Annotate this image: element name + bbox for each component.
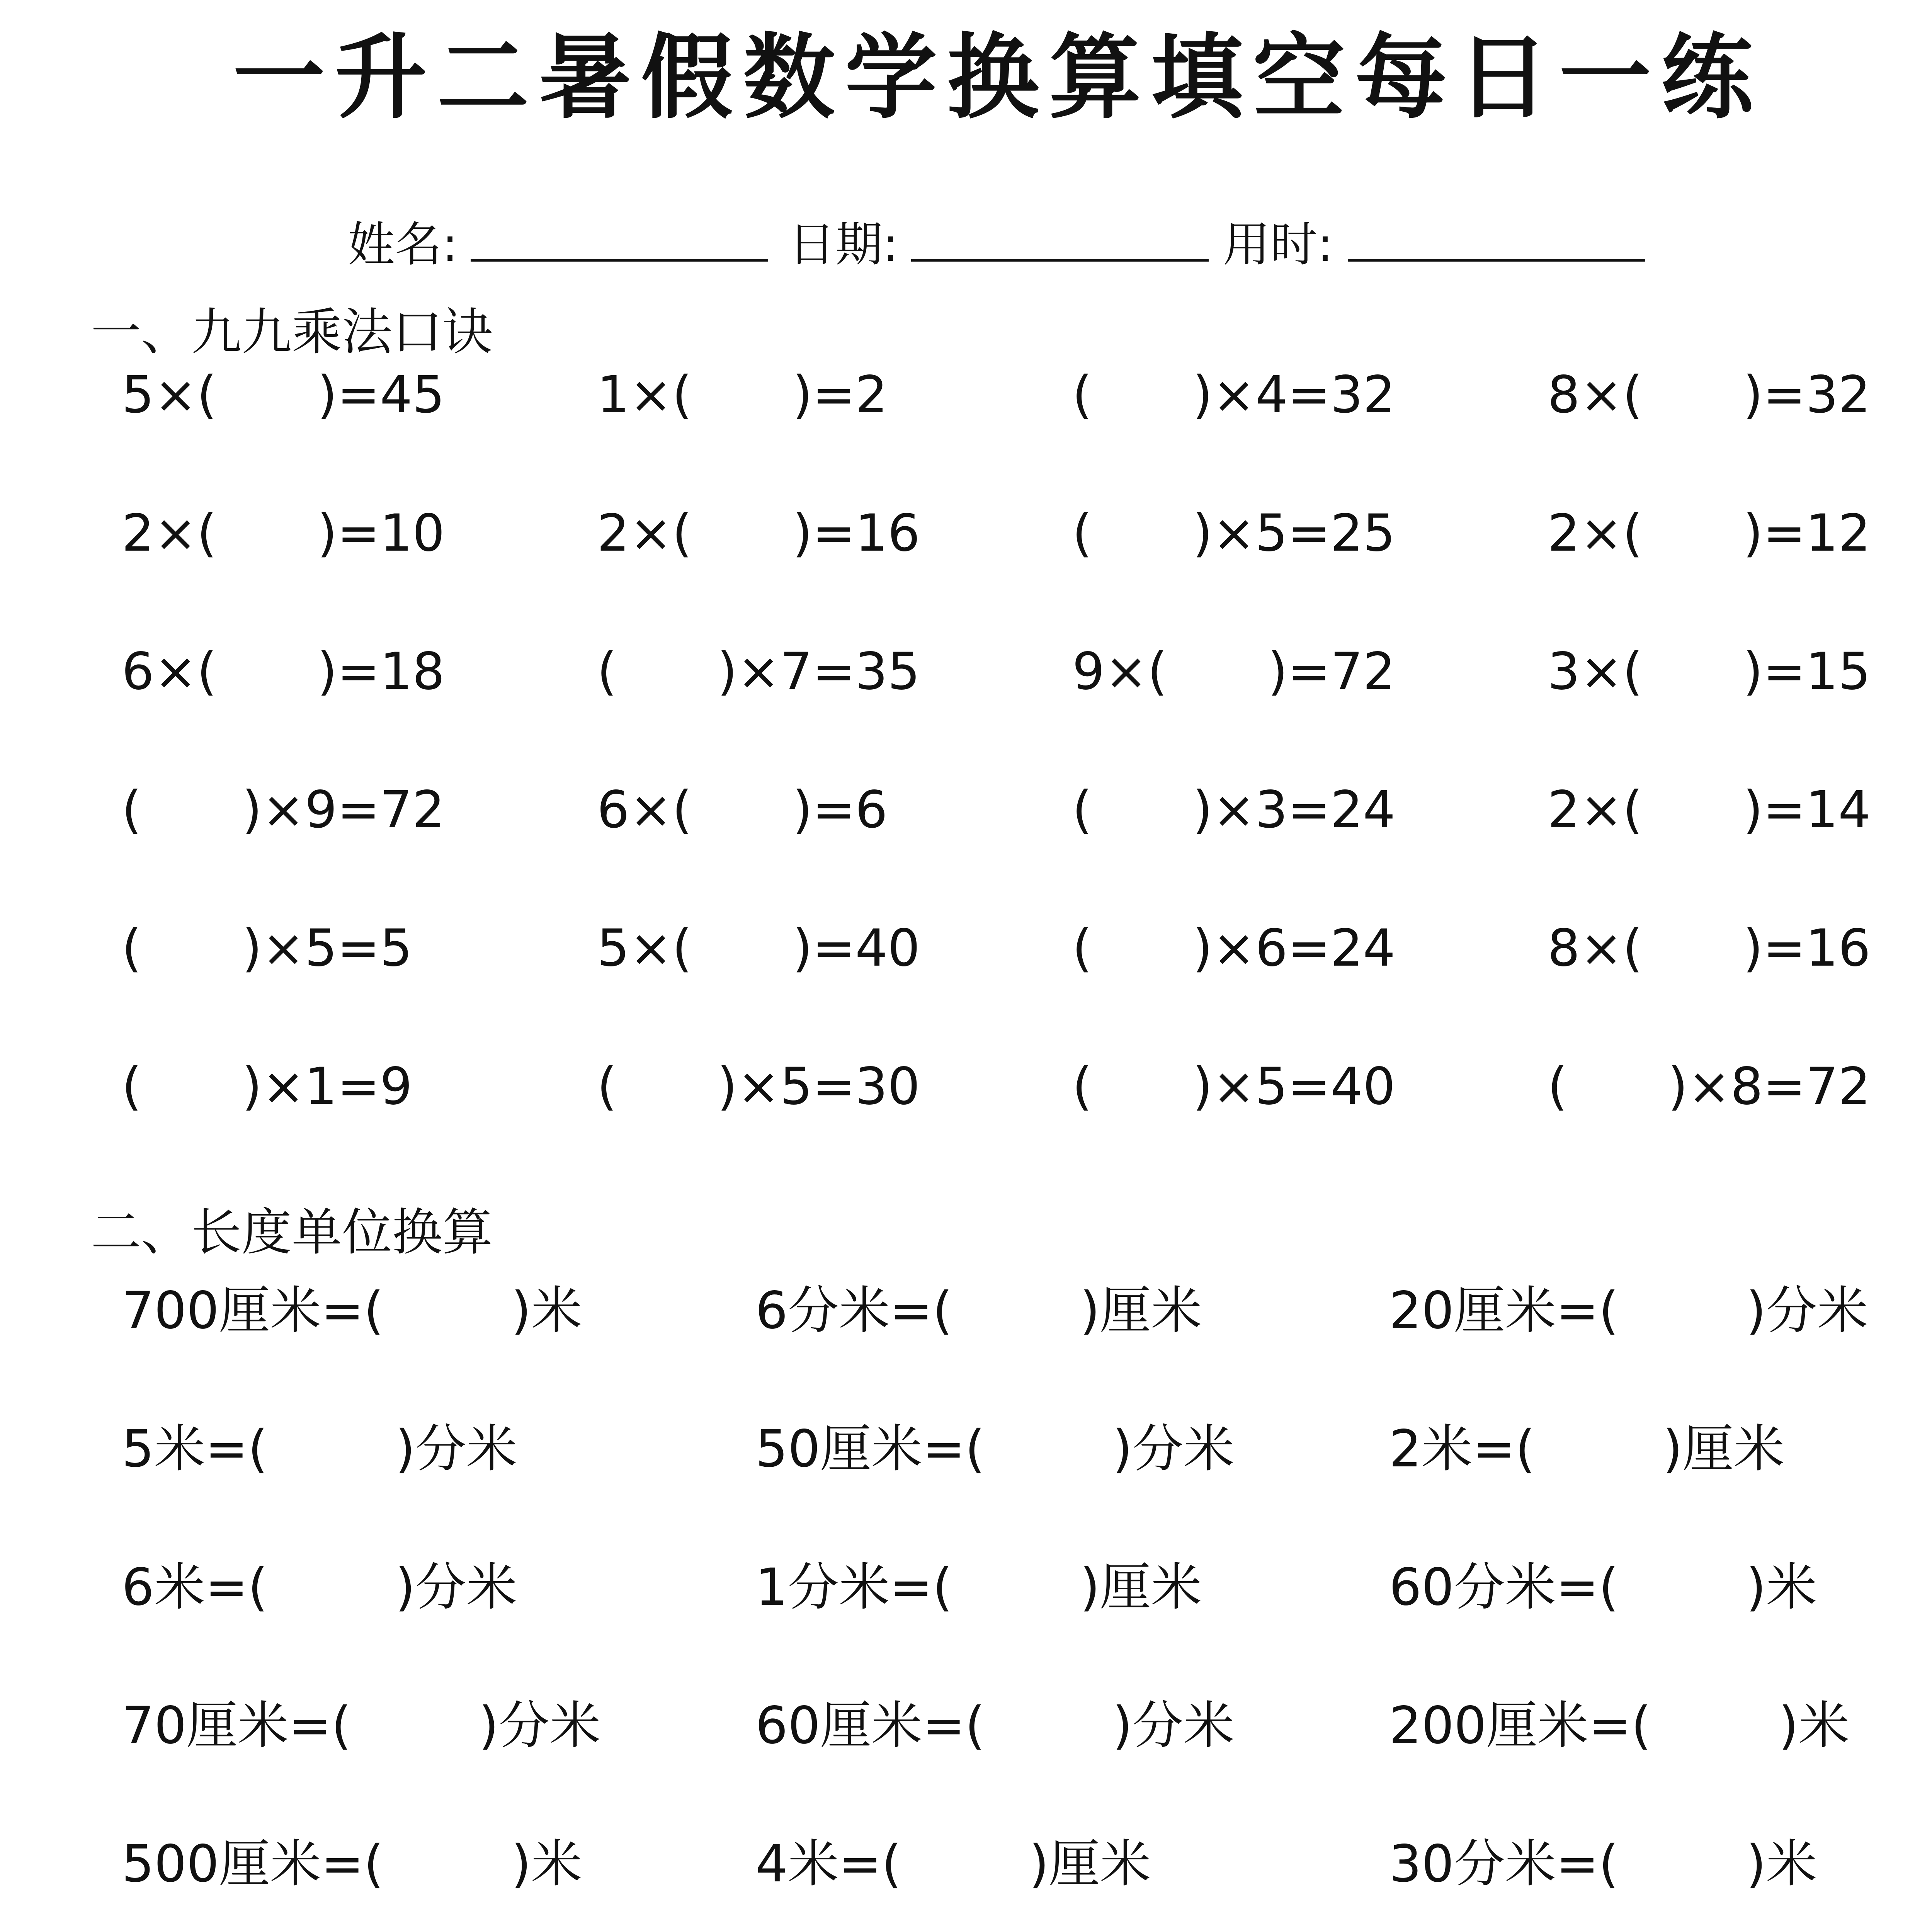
problem-text: )=16 — [793, 503, 920, 563]
problem-item — [1072, 1057, 1395, 1116]
problem-item — [1072, 503, 1395, 563]
problem-text: ( — [1072, 918, 1092, 978]
problem-item — [755, 1823, 1151, 1896]
problem-text: ( — [597, 1057, 617, 1116]
problem-text: )×5=30 — [717, 1057, 920, 1116]
problem-item — [122, 1823, 582, 1896]
problem-text: )=45 — [317, 365, 445, 425]
problem-item — [122, 365, 445, 425]
problem-text: )分米 — [395, 1419, 517, 1479]
problem-text: 200厘米=( — [1389, 1696, 1651, 1755]
problem-text: 2×( — [597, 503, 692, 563]
problem-text: )×7=35 — [717, 642, 920, 701]
problem-text: ( — [1072, 365, 1092, 425]
problem-item — [1072, 918, 1395, 978]
page-title: 一升二暑假数学换算填空每日一练 — [233, 24, 1763, 131]
problem-text: 9×( — [1072, 642, 1168, 701]
problem-text: )分米 — [1112, 1419, 1235, 1479]
problem-text: )=32 — [1743, 365, 1871, 425]
date-label: 日期: — [788, 217, 899, 272]
problem-text: 5×( — [122, 365, 217, 425]
problem-item — [1389, 1546, 1817, 1619]
problem-text: )=10 — [317, 503, 445, 563]
name-label: 姓名: — [348, 217, 458, 272]
problem-text: )=12 — [1743, 503, 1871, 563]
problem-item — [597, 918, 920, 978]
problem-text: 5米=( — [122, 1419, 268, 1479]
problem-item — [122, 1684, 601, 1758]
problem-text: )=72 — [1268, 642, 1396, 701]
problem-text: )分米 — [1112, 1696, 1235, 1755]
problem-text: )=2 — [793, 365, 888, 425]
problem-item — [755, 1408, 1235, 1481]
problem-text: )=16 — [1743, 918, 1871, 978]
problem-item — [1548, 780, 1871, 840]
problem-text: )厘米 — [1080, 1558, 1202, 1617]
problem-text: )×4=32 — [1192, 365, 1396, 425]
problem-text: 30分米=( — [1389, 1834, 1619, 1894]
problem-text: )米 — [1746, 1558, 1817, 1617]
problem-item — [1072, 780, 1395, 840]
problem-text: )×5=40 — [1192, 1057, 1396, 1116]
problem-text: 700厘米=( — [122, 1281, 384, 1340]
problem-item — [122, 918, 412, 978]
problem-text: 2×( — [122, 503, 217, 563]
problem-text: )分米 — [479, 1696, 601, 1755]
problem-text: )×9=72 — [242, 780, 445, 840]
problem-text: 3×( — [1548, 642, 1643, 701]
problem-text: 20厘米=( — [1389, 1281, 1619, 1340]
problem-item — [597, 365, 888, 425]
problem-text: )×3=24 — [1192, 780, 1396, 840]
problem-text: ( — [1072, 503, 1092, 563]
problem-item — [597, 503, 920, 563]
problem-text: 2米=( — [1389, 1419, 1536, 1479]
problem-item — [755, 1269, 1202, 1343]
problem-item — [122, 1057, 412, 1116]
problem-text: )米 — [511, 1281, 582, 1340]
problem-text: 60厘米=( — [755, 1696, 985, 1755]
problem-text: 50厘米=( — [755, 1419, 985, 1479]
time-label: 用时: — [1223, 217, 1333, 272]
problem-item — [1548, 642, 1871, 701]
problem-text: 8×( — [1548, 365, 1643, 425]
problem-text: )×6=24 — [1192, 918, 1396, 978]
problem-text: )厘米 — [1663, 1419, 1785, 1479]
section-multiplication-title: 一、九九乘法口诀 — [91, 303, 493, 361]
problem-item — [122, 1546, 517, 1619]
problem-text: )=18 — [317, 642, 445, 701]
problem-text: 60分米=( — [1389, 1558, 1619, 1617]
problem-item — [597, 780, 888, 840]
problem-item — [122, 780, 445, 840]
problem-text: ( — [122, 1057, 142, 1116]
problem-item — [1389, 1269, 1868, 1343]
problem-text: 2×( — [1548, 780, 1643, 840]
problem-text: ( — [1072, 1057, 1092, 1116]
section-length-title: 二、长度单位换算 — [91, 1203, 493, 1262]
problem-item — [122, 1408, 517, 1481]
problem-text: )分米 — [395, 1558, 517, 1617]
problem-item — [597, 1057, 920, 1116]
problem-item — [122, 1269, 582, 1343]
problem-text: )=6 — [793, 780, 888, 840]
problem-item — [1389, 1684, 1850, 1758]
problem-item — [597, 642, 920, 701]
problem-text: ( — [1548, 1057, 1568, 1116]
problem-item — [1389, 1408, 1785, 1481]
problem-text: 4米=( — [755, 1834, 902, 1894]
problem-text: )=15 — [1743, 642, 1871, 701]
date-blank[interactable] — [911, 259, 1209, 262]
problem-text: 70厘米=( — [122, 1696, 352, 1755]
problem-text: 2×( — [1548, 503, 1643, 563]
student-info-row — [0, 201, 1932, 270]
problem-item — [1548, 503, 1871, 563]
problem-text: 1分米=( — [755, 1558, 953, 1617]
problem-item — [1548, 1057, 1871, 1116]
problem-item — [122, 503, 445, 563]
problem-item — [755, 1546, 1202, 1619]
problem-text: 5×( — [597, 918, 692, 978]
problem-item — [1072, 642, 1395, 701]
problem-text: )米 — [1779, 1696, 1850, 1755]
problem-text: 8×( — [1548, 918, 1643, 978]
problem-text: )米 — [511, 1834, 582, 1894]
problem-item — [1548, 918, 1871, 978]
problem-item — [122, 642, 445, 701]
problem-text: )×8=72 — [1668, 1057, 1871, 1116]
problem-text: )厘米 — [1029, 1834, 1151, 1894]
problem-text: 1×( — [597, 365, 692, 425]
name-blank[interactable] — [471, 259, 768, 262]
problem-text: 500厘米=( — [122, 1834, 384, 1894]
problem-text: )厘米 — [1080, 1281, 1202, 1340]
problem-text: )=14 — [1743, 780, 1871, 840]
problem-item — [1072, 365, 1395, 425]
problem-item — [755, 1684, 1235, 1758]
problem-text: ( — [597, 642, 617, 701]
time-blank[interactable] — [1348, 259, 1645, 262]
problem-text: ( — [1072, 780, 1092, 840]
problem-text: )×5=5 — [242, 918, 413, 978]
problem-item — [1389, 1823, 1817, 1896]
problem-text: ( — [122, 780, 142, 840]
problem-text: )米 — [1746, 1834, 1817, 1894]
problem-text: 6×( — [122, 642, 217, 701]
problem-text: )×1=9 — [242, 1057, 413, 1116]
problem-item — [1548, 365, 1871, 425]
problem-text: )分米 — [1746, 1281, 1868, 1340]
problem-text: ( — [122, 918, 142, 978]
problem-text: 6×( — [597, 780, 692, 840]
problem-text: )=40 — [793, 918, 920, 978]
problem-text: 6分米=( — [755, 1281, 953, 1340]
problem-text: )×5=25 — [1192, 503, 1396, 563]
problem-text: 6米=( — [122, 1558, 268, 1617]
